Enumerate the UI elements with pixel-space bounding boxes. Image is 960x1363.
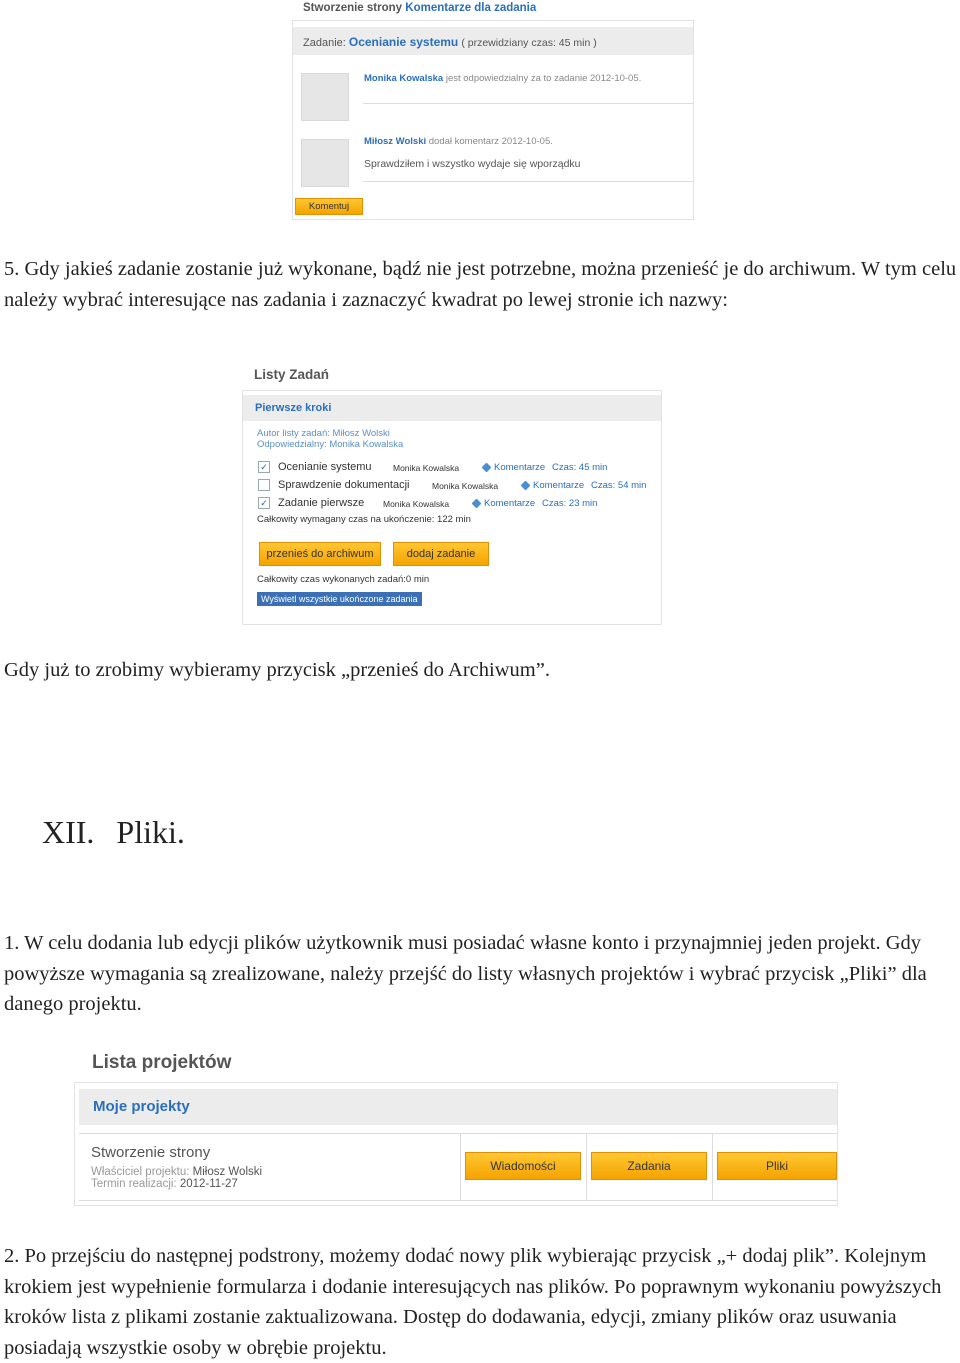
task-prefix: Zadanie:	[303, 37, 346, 49]
avatar	[301, 139, 349, 187]
breadcrumb-project[interactable]: Stworzenie strony	[303, 2, 403, 14]
task-comments-link[interactable]: Komentarze	[494, 462, 546, 473]
project-name[interactable]: Stworzenie strony	[91, 1144, 211, 1161]
task-checkbox[interactable]: ✓	[258, 497, 270, 509]
task-person: Monika Kowalska	[432, 481, 499, 491]
add-task-button[interactable]: dodaj zadanie	[393, 542, 489, 566]
comment-meta: Miłosz Wolski dodał komentarz 2012-10-05.	[364, 136, 553, 147]
files-button[interactable]: Pliki	[717, 1152, 837, 1180]
projects-header	[79, 1089, 837, 1125]
task-name[interactable]: Ocenianie systemu	[278, 461, 372, 473]
project-owner: Właściciel projektu: Miłosz Wolski	[91, 1166, 263, 1178]
avatar	[301, 73, 349, 121]
paragraph-2: 2. Po przejściu do następnej podstrony, możemy dodać nowy plik wybierając przycisk „+ dodaj plik”. Kolejnym krokiem jest wypełnienie formularza i dodanie interesujących nas plików. Po poprawnym wykonaniu powyższych kroków lista z plikami zostanie zaktualizowana. Dostęp do dodawania, edycji, zmiany plików oraz usuwania posiadają wszystkie osoby w obrębie projektu.	[4, 1245, 942, 1359]
task-time: ( przewidziany czas: 45 min )	[461, 37, 597, 49]
task-time: Czas: 54 min	[591, 480, 647, 491]
projects-title: Lista projektów	[92, 1052, 232, 1073]
list-header	[243, 395, 661, 421]
list-responsible: Odpowiedzialny: Monika Kowalska	[257, 439, 404, 450]
task-list-panel	[242, 390, 662, 625]
breadcrumb-current[interactable]: Komentarze dla zadania	[405, 2, 537, 14]
task-list-screenshot	[240, 362, 662, 626]
divider	[363, 103, 693, 104]
task-checkbox[interactable]: ✓	[258, 461, 270, 473]
list-author: Autor listy zadań: Miłosz Wolski	[257, 428, 390, 439]
comment-button[interactable]: Komentuj	[295, 198, 363, 215]
task-person: Monika Kowalska	[393, 463, 460, 473]
comments-panel	[292, 20, 694, 220]
paragraph-1: 1. W celu dodania lub edycji plików użytkownik musi posiadać własne konto i przynajmniej jeden projekt. Gdy powyższe wymagania są zrealizowane, należy przejść do listy własnych projektów i wybrać przycisk „Pliki” dla danego projektu.	[4, 932, 927, 1016]
task-row	[243, 495, 661, 513]
task-checkbox[interactable]	[258, 479, 270, 491]
task-name: Ocenianie systemu	[348, 35, 459, 49]
show-done-button[interactable]: Wyświetl wszystkie ukończone zadania	[257, 592, 422, 606]
task-name[interactable]: Zadanie pierwsze	[278, 497, 365, 509]
projects-panel	[74, 1082, 838, 1206]
task-name[interactable]: Sprawdzenie dokumentacji	[278, 479, 410, 491]
column-divider	[586, 1134, 587, 1200]
comment-text: Sprawdziłem i wszystko wydaje się wporządku	[364, 158, 581, 170]
tasks-button[interactable]: Zadania	[591, 1152, 707, 1180]
comment-author: Miłosz Wolski	[364, 136, 427, 147]
task-comments-link[interactable]: Komentarze	[533, 480, 585, 491]
messages-button[interactable]: Wiadomości	[465, 1152, 581, 1180]
comment-author: Monika Kowalska	[364, 73, 444, 84]
paragraph-archive: Gdy już to zrobimy wybieramy przycisk „przenieś do Archiwum”.	[4, 659, 550, 681]
task-header	[293, 27, 693, 55]
comment-pin-icon	[521, 481, 531, 491]
column-divider	[712, 1134, 713, 1200]
project-deadline: Termin realizacji: 2012-11-27	[91, 1178, 238, 1190]
comments-screenshot	[288, 0, 694, 220]
column-divider	[460, 1134, 461, 1200]
done-time: Całkowity czas wykonanych zadań:0 min	[257, 574, 430, 585]
task-person: Monika Kowalska	[383, 499, 450, 509]
divider	[363, 181, 693, 182]
section-title: Listy Zadań	[254, 367, 330, 382]
section-heading	[42, 812, 185, 852]
paragraph-5: 5. Gdy jakieś zadanie zostanie już wykonane, bądź nie jest potrzebne, można przenieść je do archiwum. W tym celu należy wybrać interesujące nas zadania i zaznaczyć kwadrat po lewej stronie ich nazwy:	[4, 258, 957, 311]
comment-pin-icon	[482, 463, 492, 473]
list-name[interactable]: Pierwsze kroki	[255, 402, 332, 414]
comment-meta: Monika Kowalska jest odpowiedzialny za to zadanie 2012-10-05.	[364, 73, 642, 84]
task-row	[243, 459, 661, 477]
task-time: Czas: 45 min	[552, 462, 608, 473]
project-row	[79, 1133, 837, 1201]
task-time: Czas: 23 min	[542, 498, 598, 509]
breadcrumb	[303, 2, 536, 14]
my-projects-label: Moje projekty	[93, 1098, 190, 1115]
section-title: Pliki.	[116, 814, 185, 850]
task-row	[243, 477, 661, 495]
task-comments-link[interactable]: Komentarze	[484, 498, 536, 509]
comment-pin-icon	[472, 499, 482, 509]
total-time: Całkowity wymagany czas na ukończenie: 122 min	[257, 514, 471, 525]
section-number: XII.	[42, 814, 95, 850]
project-list-screenshot	[72, 1046, 838, 1206]
archive-button[interactable]: przenieś do archiwum	[259, 542, 381, 566]
